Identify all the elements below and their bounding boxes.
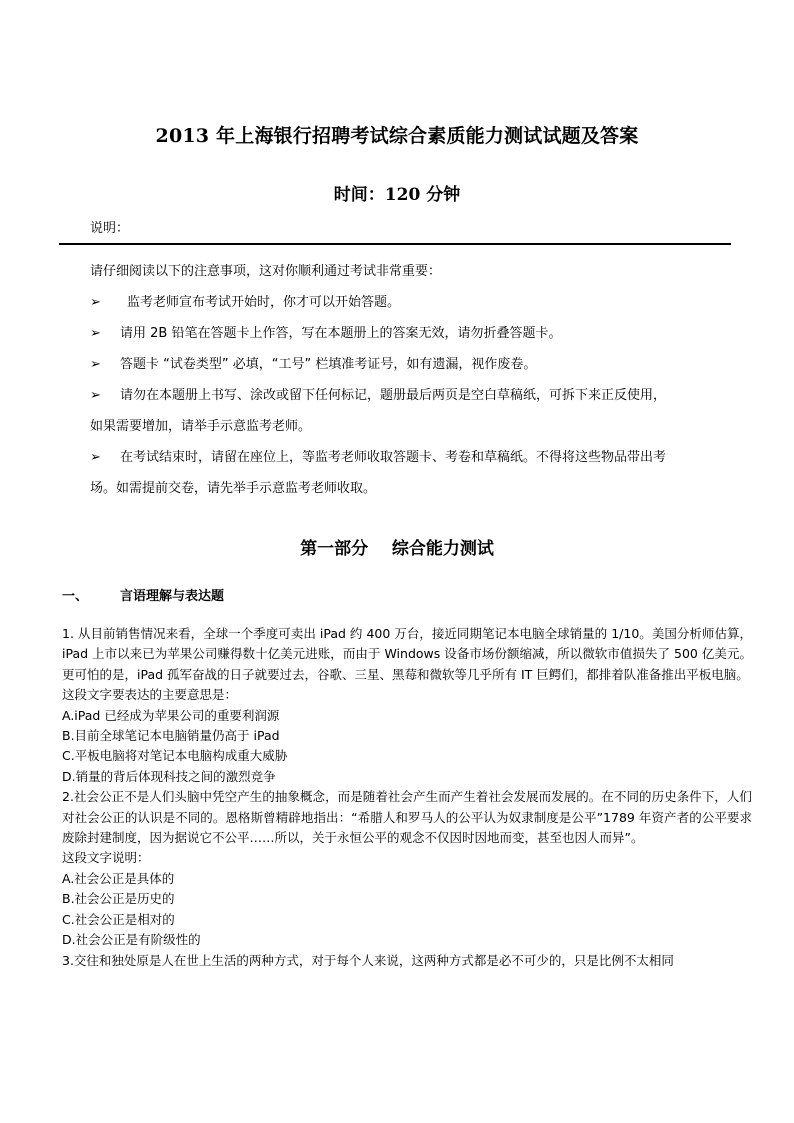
answer-option: D.销量的背后体现科技之间的激烈竞争 — [62, 768, 276, 784]
header-divider — [59, 243, 731, 245]
arrow-bullet-icon: ➢ — [90, 295, 101, 310]
question-prompt: 这段文字要表达的主要意思是： — [62, 687, 238, 703]
list-item — [90, 293, 730, 324]
instruction-text: 请用 2B 铅笔在答题卡上作答，写在本题册上的答案无效，请勿折叠答题卡。 — [120, 326, 562, 341]
answer-option: D.社会公正是有阶级性的 — [62, 932, 201, 948]
instructions-list — [90, 262, 730, 510]
instruction-continuation: 场。如需提前交卷，请先举手示意监考老师收取。 — [90, 481, 377, 496]
answer-option: C.社会公正是相对的 — [62, 911, 175, 927]
instruction-text: 监考老师宣布考试开始时，你才可以开始答题。 — [127, 295, 401, 310]
arrow-bullet-icon: ➢ — [90, 357, 101, 372]
list-item — [90, 386, 730, 417]
instruction-text: 答题卡 “试卷类型” 必填，“工号” 栏填准考证号，如有遗漏，视作废卷。 — [120, 357, 537, 372]
section-number: 一、 — [62, 589, 89, 604]
answer-option: B.社会公正是历史的 — [62, 891, 175, 907]
exam-duration: 时间：120 分钟 — [333, 185, 461, 205]
questions-body — [62, 624, 752, 971]
question-prompt: 这段文字说明： — [62, 850, 150, 866]
section-title: 言语理解与表达题 — [120, 589, 225, 604]
list-item — [90, 355, 730, 386]
document-title: 2013 年上海银行招聘考试综合素质能力测试试题及答案 — [155, 125, 639, 147]
arrow-bullet-icon: ➢ — [90, 450, 101, 465]
question-stem: 2.社会公正不是人们头脑中凭空产生的抽象概念，而是随着社会产生而产生着社会发展而发展的。在不同的历史条件下，人们对社会公正的认识是不同的。恩格斯曾精辟地指出：“希腊人和罗马人的公平认为奴隶制度是公平”1789 年资产者的公平要求废除封建制度，因为据说它不公平……所以，关于永恒公平的观念不仅因时因地而变，甚至也因人而异”。 — [62, 789, 752, 846]
answer-option: A.社会公正是具体的 — [62, 870, 175, 886]
instructions-label: 说明： — [90, 221, 130, 236]
instruction-continuation: 如果需要增加，请举手示意监考老师。 — [90, 419, 312, 434]
part-title: 第一部分 综合能力测试 — [300, 539, 494, 559]
instructions-intro: 请仔细阅读以下的注意事项，这对你顺利通过考试非常重要： — [90, 264, 442, 279]
instruction-text: 请勿在本题册上书写、涂改或留下任何标记，题册最后两页是空白草稿纸，可拆下来正反使用， — [120, 388, 667, 403]
list-item — [90, 448, 730, 479]
instruction-text: 在考试结束时，请留在座位上，等监考老师收取答题卡、考卷和草稿纸。不得将这些物品带出考 — [120, 450, 667, 465]
section-heading — [62, 585, 224, 604]
arrow-bullet-icon: ➢ — [90, 388, 101, 403]
answer-option: C.平板电脑将对笔记本电脑构成重大威胁 — [62, 748, 288, 764]
answer-option: B.目前全球笔记本电脑销量仍高于 iPad — [62, 728, 280, 744]
answer-option: A.iPad 已经成为苹果公司的重要利润源 — [62, 707, 280, 723]
question-stem: 1. 从目前销售情况来看，全球一个季度可卖出 iPad 约 400 万台，接近同期笔记本电脑全球销量的 1/10。美国分析师估算，iPad 上市以来已为苹果公司赚得数十亿美元进账，而由于 Windows 设备市场份额缩减，所以微软市值损失了 500 亿美元。更可怕的是，iPad 孤军奋战的日子就要过去，谷歌、三星、黑莓和微软等几乎所有 IT 巨鳄们，都排着队准备推出平板电脑。 — [62, 626, 752, 682]
question-stem: 3.交往和独处原是人在世上生活的两种方式，对于每个人来说，这两种方式都是必不可少的，只是比例不太相同 — [62, 952, 674, 968]
list-item — [90, 324, 730, 355]
arrow-bullet-icon: ➢ — [90, 326, 101, 341]
